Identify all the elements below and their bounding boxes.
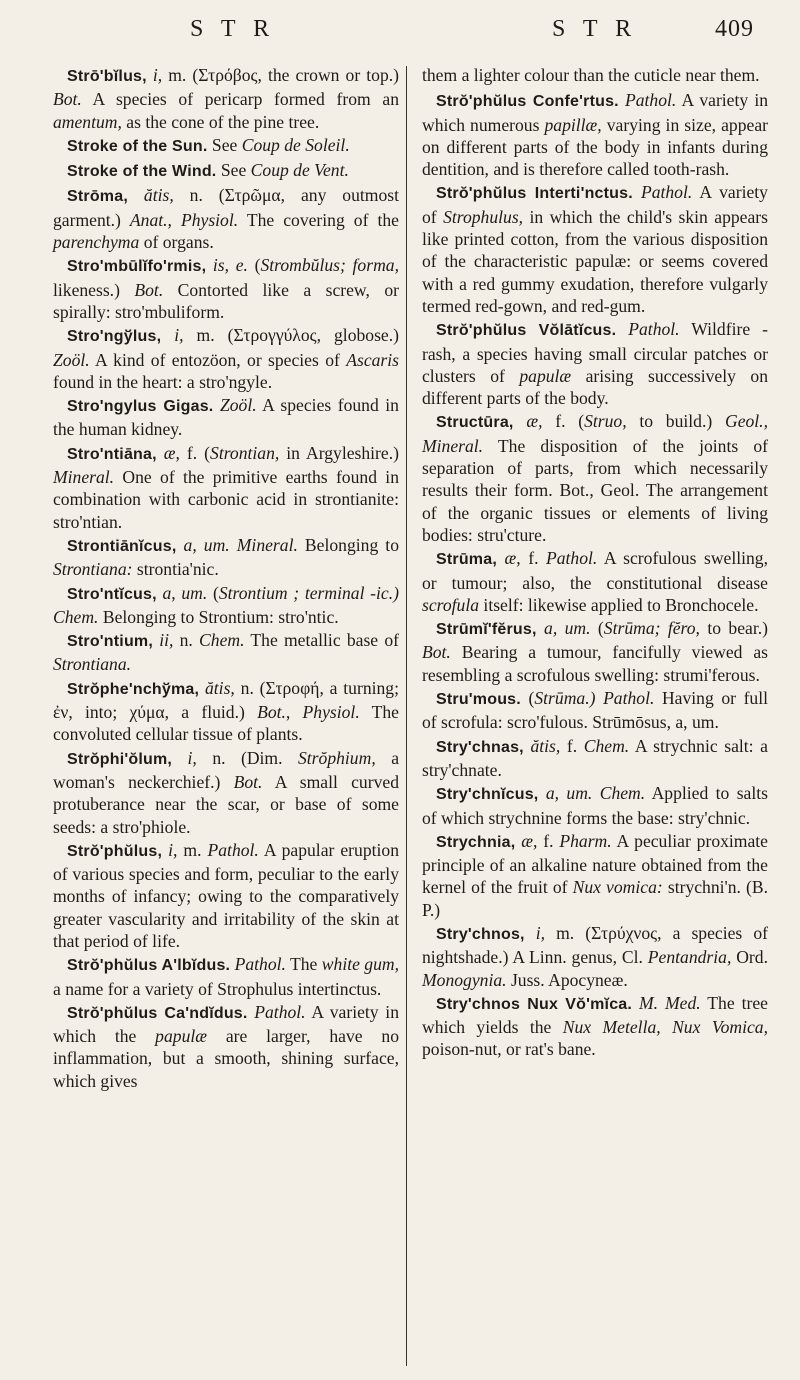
entry-headword: Stroke of the Sun. <box>67 137 208 155</box>
dictionary-entry <box>53 394 399 441</box>
entry-grammar: æ, <box>504 548 521 569</box>
entry-text: Applied to salts of which strychnine forms the base: stry'chnic. <box>422 783 768 828</box>
dictionary-entry <box>422 782 768 829</box>
entry-text: The covering of the <box>238 209 399 230</box>
entry-headword: Stry'chnos, <box>436 925 525 943</box>
entry-italic: Pathol. <box>254 1001 306 1022</box>
entry-text: The disposition of the joints of separation of parts, from which necessarily results their form. Bot., Geol. The arrangement of the organic tissues or elements of living bodies: stru'cture. <box>422 435 768 545</box>
entry-text: See <box>220 160 251 181</box>
entry-grammar: i, <box>168 839 178 860</box>
entry-headword: Strŏ'phŭlus Confe'rtus. <box>436 93 619 111</box>
entry-headword: Stry'chnos Nux Vŏ'mĭca. <box>436 995 633 1013</box>
dictionary-entry <box>422 922 768 991</box>
dictionary-entry <box>422 992 768 1061</box>
entry-text: A species of pericarp formed from an <box>81 89 399 110</box>
entry-text: them a lighter colour than the cuticle near them. <box>422 65 760 85</box>
entry-headword: Strontiānĭcus, <box>67 537 177 555</box>
entry-italic: Mineral. <box>53 467 115 488</box>
entry-text: A variety of <box>422 182 768 227</box>
entry-italic: Chem. <box>199 630 245 651</box>
entry-italic: Coup de Vent. <box>250 160 349 181</box>
entry-headword: Strūma, <box>436 551 497 569</box>
dictionary-entry <box>422 687 768 734</box>
entry-text: Belonging to Strontium: stro'ntic. <box>98 606 339 627</box>
entry-italic: Coup de Soleil. <box>241 134 350 155</box>
entry-italic: Nux Metella, Nux Vomica, <box>562 1017 769 1038</box>
entry-text: strychni'n. (B. P.) <box>422 877 768 920</box>
entry-text: A peculiar proximate principle of an alkaline nature obtained from the kernel of the fruit of <box>422 830 768 898</box>
entry-italic: Nux vomica: <box>572 877 663 898</box>
entry-space <box>176 535 183 555</box>
dictionary-entry <box>53 953 399 1000</box>
entry-text: varying in size, appear on different parts of the body in infants during dentition, and is therefore called tooth-rash. <box>422 114 768 180</box>
entry-text: n. (Στρῶμα, any outmost garment.) <box>53 185 400 230</box>
entry-italic: Chem. <box>599 783 646 804</box>
entry-space <box>537 618 544 638</box>
entry-text: n. (Dim. <box>196 747 298 768</box>
entry-text: poison-nut, or rat's bane. <box>422 1039 596 1060</box>
entry-grammar: i, <box>535 922 546 943</box>
entry-grammar: æ, <box>521 830 538 851</box>
dictionary-entry <box>53 64 399 133</box>
entry-grammar: ătis, <box>205 677 235 698</box>
entry-space <box>538 783 545 803</box>
entry-text: A papular eruption of various species and form, peculiar to the early months of infancy; owing to the comparatively greater vascularity and irritability of the skin at that period of life. <box>53 839 399 951</box>
entry-italic: Anat., Physiol. <box>129 209 239 230</box>
entry-headword: Strŏ'phŭlus Ca'ndĭdus. <box>67 1004 248 1022</box>
entry-space <box>128 185 144 205</box>
entry-headword: Strŏphi'ŏlum, <box>67 750 173 768</box>
entry-grammar: æ, <box>163 442 180 463</box>
entry-italic: Bot. <box>53 89 82 110</box>
entry-text: A small curved protuberance near the scar, or base of some seeds: a stro'phiole. <box>53 771 399 837</box>
entry-italic: Mineral. <box>236 534 298 555</box>
entry-text: ( <box>528 688 535 709</box>
entry-text: m. <box>177 839 208 860</box>
entry-text: in which the child's skin appears like printed cotton, from the various disposition of the characteristic papulæ: or seems covered with a red gummy exudation, therefore vulgarly termed red-gown, and red-gum. <box>422 206 768 316</box>
dictionary-entry <box>53 839 399 952</box>
entry-text <box>592 783 599 803</box>
entry-text: f. <box>537 830 560 851</box>
entry-headword: Structūra, <box>436 414 514 432</box>
dictionary-entry <box>53 582 399 629</box>
entry-italic: Bot. <box>422 642 451 663</box>
entry-text: m. (Στρύχνος, a species of nightshade.) A Linn. genus, Cl. <box>422 922 768 968</box>
entry-italic: papillæ, <box>544 114 602 135</box>
entry-italic: Strophulus, <box>443 206 524 227</box>
entry-headword: Stro'ntium, <box>67 633 153 651</box>
entry-italic: papulæ <box>519 365 572 386</box>
entry-italic: Pharm. <box>559 830 612 851</box>
entry-headword: Stroke of the Wind. <box>67 163 217 181</box>
entry-headword: Strūmĭ'fĕrus, <box>436 621 537 639</box>
entry-text: A strychnic salt: a stry'chnate. <box>422 735 768 780</box>
entry-text: Bearing a tumour, fancifully viewed as resembling a scrofulous swelling: strumi'ferous. <box>422 642 768 685</box>
entry-grammar: i, <box>187 747 197 768</box>
entry-grammar: a, um. <box>183 534 230 555</box>
entry-headword: Stru'mous. <box>436 691 521 709</box>
entry-grammar: æ, <box>526 411 543 432</box>
entry-italic: amentum, <box>53 111 122 132</box>
entry-text: to build.) <box>626 411 725 432</box>
entry-italic: scrofula <box>422 594 480 615</box>
entry-headword: Stro'ngylus Gigas. <box>67 398 214 416</box>
entry-grammar: a, um. <box>162 582 208 603</box>
entry-grammar: i, <box>152 65 163 85</box>
entry-text: The tree which yields the <box>422 992 768 1038</box>
entry-grammar: a, um. <box>544 618 591 639</box>
dictionary-entry <box>53 134 399 158</box>
running-head-right: S T R <box>552 16 638 42</box>
entry-italic: Strontiana. <box>53 654 132 675</box>
entry-text: Contorted like a screw, or spirally: stro'mbuliform. <box>53 279 399 322</box>
entry-space <box>157 443 164 463</box>
entry-italic: Bot. <box>134 279 164 300</box>
entry-headword: Stry'chnĭcus, <box>436 786 539 804</box>
entry-text: ( <box>247 255 261 276</box>
entry-italic: parenchyma <box>53 232 140 253</box>
entry-space <box>172 748 187 768</box>
entry-text <box>230 535 237 555</box>
entry-text <box>595 688 603 708</box>
dictionary-entry <box>53 1001 399 1092</box>
entry-text: n. (Στροφή, a turning; ἐν, into; χύμα, a fluid.) <box>53 677 399 723</box>
entry-space <box>616 319 628 339</box>
entry-text: Ord. <box>731 947 768 968</box>
entry-headword: Stro'ntĭcus, <box>67 585 157 603</box>
entry-text: ( <box>207 582 219 603</box>
dictionary-entry <box>53 254 399 323</box>
entry-space <box>525 923 536 943</box>
dictionary-entry <box>53 159 399 183</box>
entry-text: f. <box>560 735 584 756</box>
entry-text: in Argyleshire.) <box>279 442 399 463</box>
entry-headword: Strŏ'phŭlus Vŏlātĭcus. <box>436 322 617 340</box>
entry-headword: Strŏ'phŭlus A'lbĭdus. <box>67 957 231 975</box>
dictionary-entry <box>422 735 768 782</box>
dictionary-entry <box>422 318 768 409</box>
entry-text: m. (Στρογγύλος, globose.) <box>183 325 399 346</box>
entry-italic: Pathol. <box>640 182 693 203</box>
entry-text: A species found in the human kidney. <box>53 395 399 440</box>
entry-text: as the cone of the pine tree. <box>121 111 320 132</box>
entry-headword: Stro'mbūlĭfo'rmis, <box>67 258 207 276</box>
entry-italic: Strombŭlus; forma, <box>260 255 399 276</box>
entry-italic: Chem. <box>53 606 99 627</box>
dictionary-entry <box>53 324 399 393</box>
column-divider <box>406 66 407 1366</box>
entry-grammar: i, <box>174 325 184 346</box>
entry-text: Juss. Apocyneæ. <box>506 969 628 990</box>
entry-italic: Bot. <box>233 771 263 792</box>
entry-text: One of the primitive earths found in combination with carbonic acid in strontianite: stro'ntian. <box>53 467 399 532</box>
entry-italic: Pathol. <box>234 954 286 975</box>
dictionary-entry <box>53 629 399 676</box>
entry-headword: Stro'ngўlus, <box>67 328 162 346</box>
entry-text: The <box>285 954 322 975</box>
entry-italic: Strontiana: <box>53 559 133 580</box>
entry-text: m. (Στρόβος, the crown or top.) <box>162 65 399 85</box>
dictionary-entry <box>53 184 399 253</box>
dictionary-entry <box>422 64 768 88</box>
entry-italic: Zoöl. <box>53 349 90 370</box>
entry-italic: Chem. <box>583 735 630 756</box>
entry-headword: Strō'bĭlus, <box>67 68 147 85</box>
entry-italic: white gum, <box>321 954 399 975</box>
dictionary-entry <box>422 89 768 180</box>
entry-text: The metallic base of <box>244 630 399 651</box>
entry-italic: Pathol. <box>207 839 259 860</box>
entry-grammar: is, e. <box>212 255 248 276</box>
entry-text: arising successively on different parts of the body. <box>422 365 768 409</box>
dictionary-entry <box>53 747 399 838</box>
entry-italic: Struo, <box>584 411 627 432</box>
entry-text: The convoluted cellular tissue of plants. <box>53 702 399 745</box>
dictionary-entry <box>53 442 399 533</box>
entry-headword: Stro'ntiāna, <box>67 445 157 463</box>
entry-italic: Pathol. <box>546 548 598 569</box>
entry-text: f. <box>520 548 546 569</box>
entry-grammar: ătis, <box>143 185 174 206</box>
entry-grammar: a, um. <box>545 783 593 804</box>
entry-headword: Strōma, <box>67 188 128 206</box>
entry-text: strontia'nic. <box>132 559 219 580</box>
entry-italic: Ascaris <box>346 349 399 370</box>
left-column <box>53 64 399 1093</box>
dictionary-entry <box>422 547 768 616</box>
entry-space <box>521 688 529 708</box>
entry-text: a name for a variety of Strophulus intertinctus. <box>53 978 382 999</box>
entry-text: A variety in which the <box>53 1001 399 1047</box>
right-column <box>422 64 768 1062</box>
entry-italic: Pentandria, <box>647 947 732 968</box>
dictionary-entry <box>422 617 768 686</box>
entry-italic: Monogynia. <box>422 969 507 990</box>
entry-italic: Strŏphium, <box>298 747 376 768</box>
entry-italic: Strūma; fĕro, <box>603 618 700 639</box>
entry-text: A scrofulous swelling, or tumour; also, the constitutional disease <box>422 548 768 593</box>
entry-headword: Strŏ'phŭlus Interti'nctus. <box>436 185 633 203</box>
running-head <box>0 16 800 56</box>
entry-text: to bear.) <box>699 618 768 639</box>
entry-text: ( <box>590 618 604 639</box>
entry-italic: M. Med. <box>639 992 701 1013</box>
entry-italic: Strontium ; terminal -ic.) <box>218 582 399 603</box>
entry-space <box>161 325 174 345</box>
entry-text: Wildfire - rash, a species having small circular patches or clusters of <box>422 319 768 386</box>
dictionary-entry <box>53 534 399 581</box>
entry-text: a woman's neckerchief.) <box>53 747 399 792</box>
entry-space <box>497 548 505 568</box>
dictionary-entry <box>422 181 768 317</box>
entry-headword: Strŏphe'nchўma, <box>67 680 200 698</box>
entry-text: f. ( <box>542 411 585 432</box>
entry-text: A kind of entozöon, or species of <box>89 349 347 370</box>
dictionary-entry <box>53 677 399 746</box>
entry-headword: Strŏ'phŭlus, <box>67 842 163 860</box>
entry-headword: Stry'chnas, <box>436 738 524 756</box>
entry-text: Belonging to <box>297 534 399 555</box>
entry-text: itself: likewise applied to Bronchocele. <box>479 594 759 615</box>
entry-grammar: ătis, <box>530 735 561 756</box>
page-number: 409 <box>715 16 754 42</box>
entry-italic: Strūma.) <box>534 688 596 709</box>
entry-italic: papulæ <box>155 1026 207 1047</box>
entry-space <box>206 255 213 275</box>
entry-italic: Pathol. <box>603 688 655 709</box>
entry-text: are larger, have no inflammation, but a smooth, shining surface, which gives <box>53 1026 399 1091</box>
entry-text: f. ( <box>179 442 211 463</box>
entry-headword: Strychnia, <box>436 833 516 851</box>
entry-italic: Bot., Physiol. <box>257 702 360 723</box>
entry-italic: Zoöl. <box>219 395 257 416</box>
entry-space <box>633 182 641 202</box>
entry-space <box>632 993 639 1013</box>
entry-text: A variety in which numerous <box>422 90 768 135</box>
entry-text: found in the heart: a stro'ngyle. <box>53 371 273 392</box>
entry-grammar: ii, <box>159 630 174 651</box>
dictionary-entry <box>422 410 768 546</box>
entry-text: likeness.) <box>53 279 135 300</box>
entry-italic: Pathol. <box>624 90 677 111</box>
entry-italic: Geol., Mineral. <box>422 411 768 456</box>
dictionary-entry <box>422 830 768 921</box>
entry-space <box>514 411 527 431</box>
entry-italic: Pathol. <box>628 319 680 340</box>
entry-italic: Strontian, <box>210 442 280 463</box>
entry-text: Having or full of scrofula: scro'fulous. Strūmōsus, a, um. <box>422 688 769 733</box>
entry-text: n. <box>173 630 200 651</box>
entry-text: See <box>211 134 242 155</box>
entry-text: of organs. <box>139 232 214 253</box>
running-head-left: S T R <box>190 16 276 42</box>
